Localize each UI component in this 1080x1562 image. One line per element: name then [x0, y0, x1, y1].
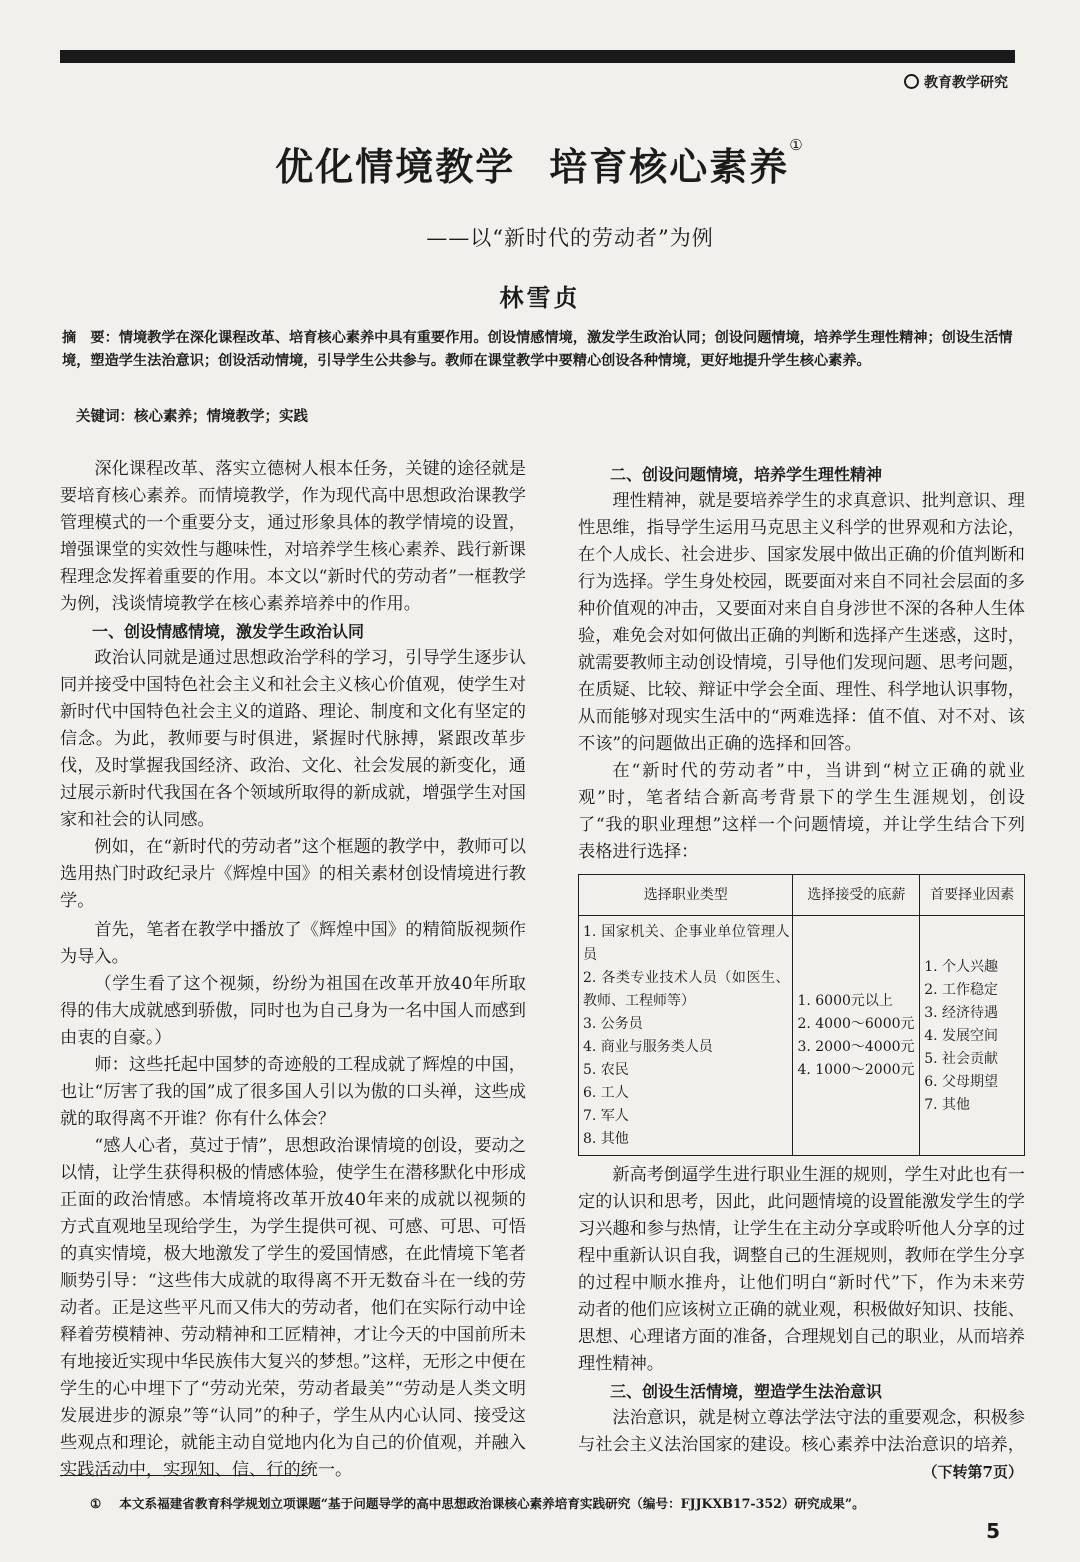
list-item: 2. 各类专业技术人员（如医生、教师、工程师等）	[583, 970, 790, 1009]
table-header: 选择职业类型	[579, 875, 793, 916]
article-subtitle: ——以“新时代的劳动者”为例	[426, 226, 714, 250]
table-header: 选择接受的底薪	[793, 875, 920, 916]
list-item: 3. 2000～4000元	[797, 1039, 915, 1055]
list-item: 2. 4000～6000元	[797, 1016, 915, 1032]
list-item: 6. 父母期望	[924, 1073, 999, 1090]
abstract	[62, 327, 1022, 373]
career-choice-table	[578, 874, 1025, 1156]
body-paragraph: （学生看了这个视频，纷纷为祖国在改革开放40年所取得的伟大成就感到骄傲，同时也为自己身为一名中国人而感到由衷的自豪。）	[60, 974, 526, 1048]
list-item: 5. 社会贡献	[924, 1050, 999, 1067]
left-column	[60, 456, 526, 1484]
abstract-label: 摘 要：	[62, 330, 119, 346]
title-footnote-mark: ①	[789, 136, 805, 154]
section-tag	[904, 72, 1008, 92]
list-item: 8. 其他	[583, 1131, 629, 1147]
body-paragraph: 政治认同就是通过思想政治学科的学习，引导学生逐步认同并接受中国特色社会主义和社会主义核心价值观，使学生对新时代中国特色社会主义的道路、理论、制度和文化有坚定的信念。为此，教师要与时俱进，紧握时代脉搏，紧跟改革步伐，及时掌握我国经济、政治、文化、社会发展的新变化，通过展示新时代我国在各个领域所取得的新成就，增强学生对国家和社会的认同感。	[60, 648, 526, 830]
section-name: 教育教学研究	[924, 75, 1008, 91]
footnote	[90, 1493, 865, 1512]
section-heading-2: 二、创设问题情境，培养学生理性精神	[610, 465, 883, 484]
list-item: 3. 公务员	[583, 1016, 643, 1032]
list-item: 4. 发展空间	[924, 1027, 999, 1044]
list-item: 3. 经济待遇	[924, 1004, 999, 1021]
keywords-label: 关键词：	[76, 409, 134, 425]
body-paragraph: 深化课程改革、落实立德树人根本任务，关键的途径就是要培育核心素养。而情境教学，作为现代高中思想政治课教学管理模式的一个重要分支，通过形象具体的教学情境的设置，增强课堂的实效性与趣味性，对培养学生核心素养、践行新课程理念发挥着重要的作用。本文以“新时代的劳动者”一框教学为例，浅谈情境教学在核心素养培养中的作用。	[60, 459, 526, 614]
table-row	[579, 916, 1025, 1156]
body-paragraph: 例如，在“新时代的劳动者”这个框题的教学中，教师可以选用热门时政纪录片《辉煌中国》的相关素材创设情境进行教学。	[60, 837, 526, 911]
list-item: 1. 6000元以上	[797, 993, 893, 1009]
header-rule	[60, 50, 1015, 63]
list-item: 1. 国家机关、企事业单位管理人员	[583, 924, 790, 963]
table-header-row	[579, 875, 1025, 916]
list-item: 7. 其他	[924, 1096, 971, 1113]
footnote-rule	[60, 1475, 308, 1476]
list-item: 6. 工人	[583, 1085, 629, 1101]
salary-cell	[793, 916, 920, 1156]
body-paragraph: 法治意识，就是树立尊法学法守法的重要观念，积极参与社会主义法治国家的建设。核心素养中法治意识的培养，	[578, 1408, 1025, 1455]
author-name: 林雪贞	[499, 284, 581, 312]
list-item: 5. 农民	[583, 1062, 629, 1078]
title-part-2: 培育核心素养	[549, 145, 790, 189]
circle-icon	[904, 74, 919, 89]
body-paragraph: 首先，笔者在教学中播放了《辉煌中国》的精简版视频作为导入。	[60, 920, 526, 967]
abstract-text: 情境教学在深化课程改革、培育核心素养中具有重要作用。创设情感情境，激发学生政治认同；创设问题情境，培养学生理性精神；创设生活情境，塑造学生法治意识；创设活动情境，引导学生公共参与。教师在课堂教学中要精心创设各种情境，更好地提升学生核心素养。	[62, 330, 1013, 369]
list-item: 2. 工作稳定	[924, 981, 999, 998]
list-item: 4. 1000～2000元	[797, 1062, 915, 1078]
continued-note: （下转第7页）	[922, 1463, 1023, 1481]
footnote-mark: ①	[90, 1496, 102, 1511]
job-type-cell	[579, 916, 793, 1156]
list-item: 1. 个人兴趣	[924, 958, 999, 975]
footnote-text: 本文系福建省教育科学规划立项课题“基于问题导学的高中思想政治课核心素养培育实践研究（编号：FJJKXB17-352）研究成果”。	[119, 1496, 865, 1511]
list-item: 4. 商业与服务类人员	[583, 1039, 713, 1055]
keywords	[76, 405, 308, 426]
list-item: 7. 军人	[583, 1108, 629, 1124]
section-heading-3: 三、创设生活情境，塑造学生法治意识	[610, 1382, 883, 1401]
body-paragraph: 新高考倒逼学生进行职业生涯的规则，学生对此也有一定的认识和思考，因此，此问题情境的设置能激发学生的学习兴趣和参与热情，让学生在主动分享或聆听他人分享的过程中重新认识自我，调整自己的生涯规则，教师在学生分享的过程中顺水推舟，让他们明白“新时代”下，作为未来劳动者的他们应该树立正确的就业观，积极做好知识、技能、思想、心理诸方面的准备，合理规划自己的职业，从而培养理性精神。	[578, 1165, 1025, 1374]
body-paragraph: “感人心者，莫过于情”，思想政治课情境的创设，要动之以情，让学生获得积极的情感体验，使学生在潜移默化中形成正面的政治情感。本情境将改革开放40年来的成就以视频的方式直观地呈现给学生，为学生提供可视、可感、可思、可悟的真实情境，极大地激发了学生的爱国情感，在此情境下笔者顺势引导：“这些伟大成就的取得离不开无数奋斗在一线的劳动者。正是这些平凡而又伟大的劳动者，他们在实际行动中诠释着劳模精神、劳动精神和工匠精神，才让今天的中国前所未有地接近实现中华民族伟大复兴的梦想。”这样，无形之中便在学生的心中埋下了“劳动光荣，劳动者最美”“劳动是人类文明发展进步的源泉”等“认同”的种子，学生从内心认同、接受这些观点和理论，就能主动自觉地内化为自己的价值观，并融入实践活动中，实现知、信、行的统一。	[60, 1136, 526, 1480]
article-title	[60, 136, 1020, 191]
body-paragraph: 理性精神，就是要培养学生的求真意识、批判意识、理性思维，指导学生运用马克思主义科学的世界观和方法论，在个人成长、社会进步、国家发展中做出正确的价值判断和行为选择。学生身处校园，既要面对来自不同社会层面的多种价值观的冲击，又要面对来自自身涉世不深的各种人生体验，难免会对如何做出正确的判断和选择产生迷惑，这时，就需要教师主动创设情境，引导他们发现问题、思考问题，在质疑、比较、辩证中学会全面、理性、科学地认识事物，从而能够对现实生活中的“两难选择：值不值、对不对、该不该”的问题做出正确的选择和回答。	[578, 491, 1025, 754]
body-paragraph: 在“新时代的劳动者”中，当讲到“树立正确的就业观”时，笔者结合新高考背景下的学生生涯规划，创设了“我的职业理想”这样一个问题情境，并让学生结合下列表格进行选择：	[578, 761, 1025, 862]
section-heading-1: 一、创设情感情境，激发学生政治认同	[92, 622, 365, 641]
factor-cell	[920, 916, 1025, 1156]
body-paragraph: 师：这些托起中国梦的奇迹般的工程成就了辉煌的中国，也让“厉害了我的国”成了很多国人引以为傲的口头禅，这些成就的取得离不开谁？你有什么体会？	[60, 1055, 526, 1129]
right-column	[578, 461, 1025, 1486]
table-header: 首要择业因素	[920, 875, 1025, 916]
keywords-text: 核心素养；情境教学；实践	[134, 408, 308, 425]
page-number: 5	[986, 1519, 1000, 1543]
title-part-1: 优化情境教学	[275, 145, 516, 189]
